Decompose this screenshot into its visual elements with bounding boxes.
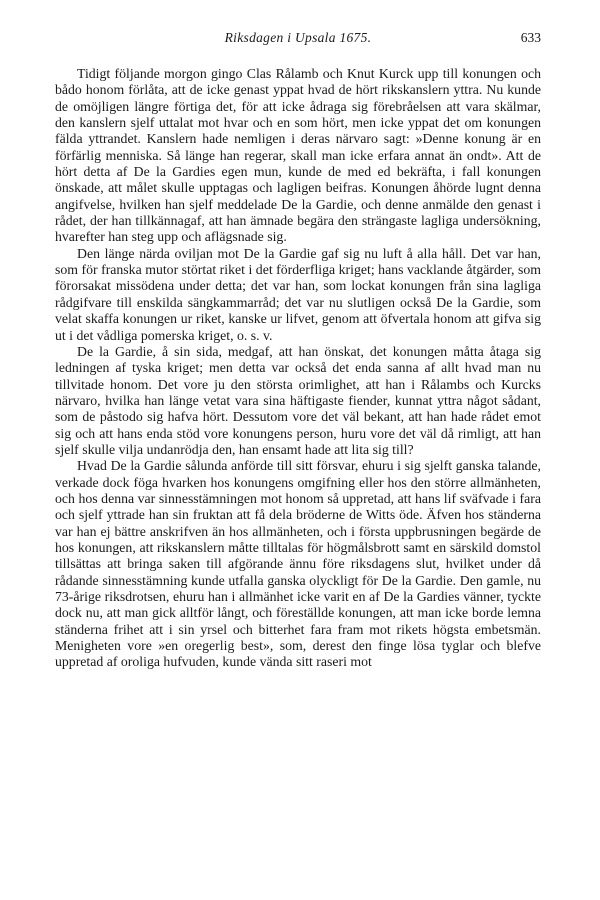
paragraph: De la Gardie, å sin sida, medgaf, att han önskat, det konungen måtta åtaga sig ledningen af tyska kriget; men detta var också det enda sanna af allt hvad man nu tillvitade honom. Det vore ju den största orimlighet, att han i Rålambs och Kurcks närvaro, hvilka han länge vetat vara sina häftigaste fiender, kunnat yttra något sådant, som de påstodo sig hafva hört. Dessutom vore det väl bekant, att han hade rådet emot sig och att hans enda stöd vore konungens person, huru vore det väl då rimligt, att han sjelf skulle vilja undanrödja den, han ensamt hade att lita sig till? — [55, 343, 541, 457]
book-page — [55, 30, 541, 671]
paragraph: Hvad De la Gardie sålunda anförde till sitt försvar, ehuru i sig sjelft ganska talande, verkade dock föga hvarken hos konungens omgifning eller hos den större allmänheten, och hos denna var sinnesstämningen mot honom så uppretad, att hans lif sväfvade i fara och sjelf yttrade han sin fruktan att få dela bröderne de Witts öde. Äfven hos ständerna var han ej bättre anskrifven än hos allmänheten, och i första uppbrusningen begärde de hos konungen, att rikskanslern måtte tilltalas för högmålsbrott samt en särskild domstol tillsättas att bringa saken till afgörande ännu före riksdagens slut, hvilket under då rådande sinnesstämning kunde utfalla ganska olyckligt för De la Gardie. Den gamle, nu 73-årige riksdrotsen, ehuru han i allmänhet icke varit en af De la Gardies vänner, tyckte dock nu, att man gick alltför långt, och föreställde konungen, att man icke borde lemna ständerna frihet att i sin yrsel och bitterhet fara fram mot rikets högsta embetsmän. Menigheten vore »en oregerlig best», som, derest den finge lösa tyglar och blefve uppretad af oroliga hufvuden, kunde vända sitt raseri mot — [55, 458, 541, 670]
paragraph: Den länge närda oviljan mot De la Gardie gaf sig nu luft å alla håll. Det var han, som för franska mutor störtat riket i det förderfliga kriget; hans vacklande åtgärder, som förorsakat missödena under detta; det var han, som lockat konungen från sina lagliga rådgifvare till enskilda sängkammarråd; det var nu slutligen också De la Gardie, som velat skaffa konungen ur riket, kanske ur lifvet, genom att öfvertala honom att gifva sig ut i det vådliga pomerska kriget, o. s. v. — [55, 245, 541, 343]
running-header — [55, 30, 541, 52]
body-text — [55, 66, 541, 671]
page-number: 633 — [520, 30, 541, 45]
running-title: Riksdagen i Upsala 1675. — [224, 30, 372, 45]
paragraph: Tidigt följande morgon gingo Clas Rålamb och Knut Kurck upp till konungen och bådo honom förlåta, att de icke genast yppat hvad de hört rikskanslern yttra. Nu kunde de omöjligen längre förtiga det, för att icke ådraga sig förebråelsen att vara skälmar, den kanslern sjelf uttalat mot hvar och en som hört, men icke yppat det om konungen fälda yttrandet. Kanslern hade nemligen i deras närvaro sagt: »Denne konung är en förfärlig menniska. Så länge han regerar, skall man icke erfara annat än ondt». Att de hört detta af De la Gardies egen mun, kunde de med ed bekräfta, i fall konungen önskade, att målet skulle upptagas och lagligen beifras. Konungen åhörde lugnt denna angifvelse, hvilken han sjelf meddelade De la Gardie, och denne anmälde den genast i rådet, der han tillkännagaf, att han ämnade begära den strängaste lagliga undersökning, hvarefter han steg upp och aflägsnade sig. — [55, 66, 541, 245]
